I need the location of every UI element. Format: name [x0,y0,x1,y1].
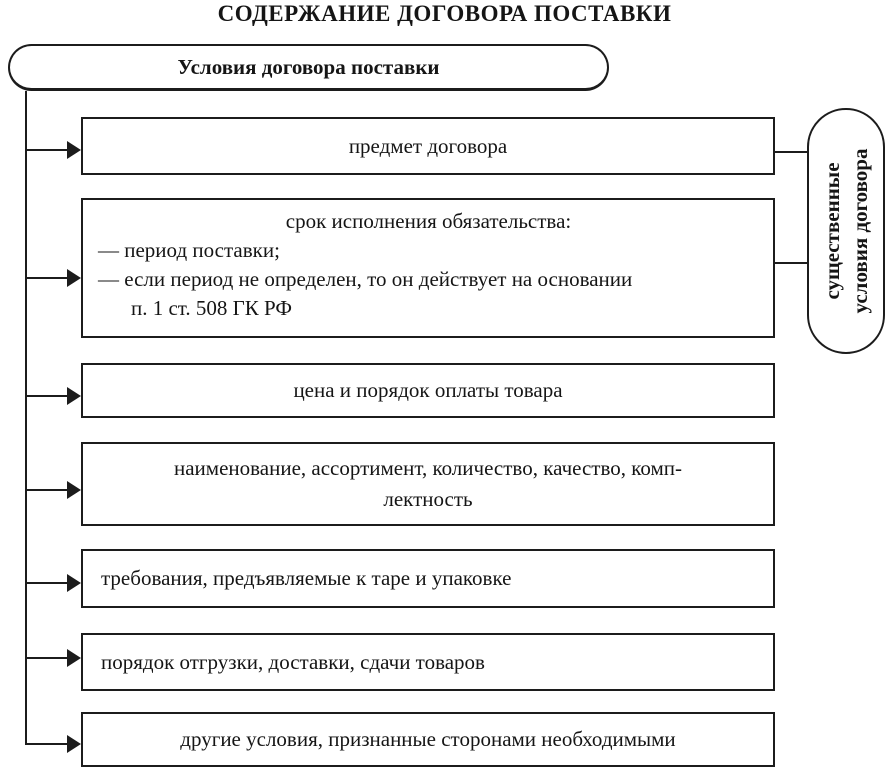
arrow-shaft [27,395,69,397]
flow-arrow-shipping [27,649,81,667]
arrow-head-icon [67,481,81,499]
essential-terms-line: условия договора [848,148,872,314]
node-subject [81,117,775,175]
trunk-line [25,91,27,745]
node-price [81,363,775,418]
node-term-continuation: п. 1 ст. 508 ГК РФ [131,296,292,320]
arrow-head-icon [67,269,81,287]
flow-arrow-packaging [27,574,81,592]
flow-arrow-price [27,387,81,405]
node-packaging [81,549,775,608]
arrow-head-icon [67,649,81,667]
node-price-label: цена и порядок оплаты товара [293,378,563,402]
arrow-shaft [27,277,69,279]
arrow-head-icon [67,574,81,592]
arrow-head-icon [67,141,81,159]
node-packaging-label: требования, предъявляемые к таре и упаковке [101,566,512,590]
node-other-label: другие условия, признанные сторонами необходимыми [180,727,676,751]
node-term-heading: срок исполнения обязательства: [285,209,572,233]
arrow-shaft [27,743,69,745]
essential-terms-node [807,108,885,354]
node-naming-line: лектность [383,487,473,511]
flow-arrow-other [27,735,81,753]
flow-arrow-naming [27,481,81,499]
connector-line-term [773,262,808,264]
arrow-head-icon [67,387,81,405]
root-node [8,44,609,91]
node-term-item: — период поставки; [98,238,280,262]
node-naming-line: наименование, ассортимент, количество, качество, комп- [174,456,682,480]
arrow-shaft [27,582,69,584]
node-naming [81,442,775,526]
node-shipping [81,633,775,691]
arrow-head-icon [67,735,81,753]
arrow-shaft [27,657,69,659]
node-shipping-label: порядок отгрузки, доставки, сдачи товаров [101,649,485,674]
node-term [81,198,775,338]
connector-line-subject [773,151,808,153]
diagram-title: СОДЕРЖАНИЕ ДОГОВОРА ПОСТАВКИ [217,1,672,26]
node-term-item: — если период не определен, то он действует на основании [98,267,633,291]
node-other [81,712,775,767]
essential-terms-label [809,108,883,354]
root-node-label: Условия договора поставки [177,54,440,79]
essential-terms-line: существенные [820,162,844,300]
flow-arrow-term [27,269,81,287]
arrow-shaft [27,149,69,151]
arrow-shaft [27,489,69,491]
flow-arrow-subject [27,141,81,159]
node-subject-label: предмет договора [348,133,508,158]
